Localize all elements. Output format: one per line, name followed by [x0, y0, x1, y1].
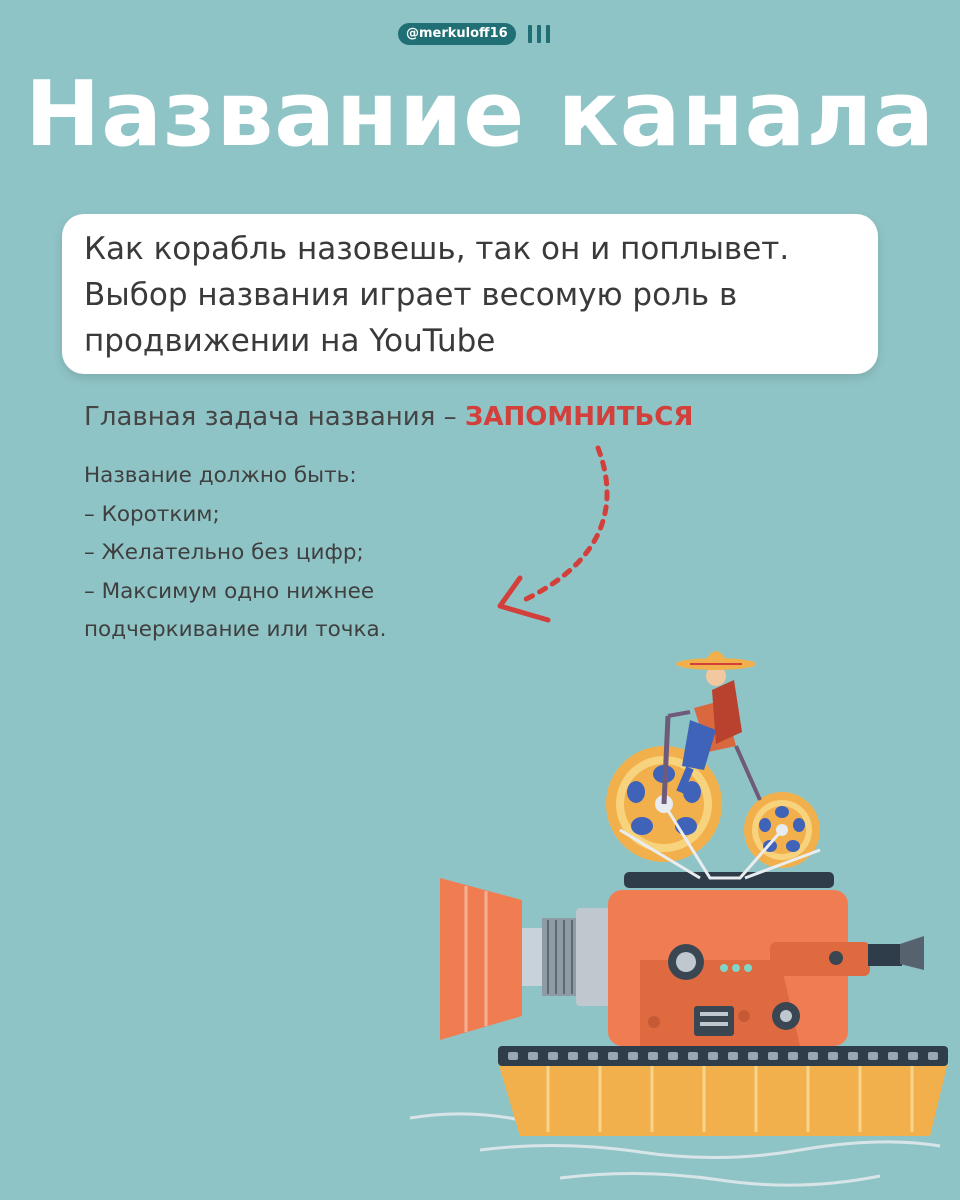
- list-item: – Максимум одно нижнее: [84, 578, 375, 604]
- list-item: – Коротким;: [84, 501, 220, 527]
- film-camera-boat-illustration: [410, 651, 948, 1185]
- main-task-highlight: ЗАПОМНИТЬСЯ: [464, 402, 694, 432]
- page-title: Название канала: [24, 62, 936, 167]
- main-task-label: Главная задача названия –: [84, 402, 465, 432]
- list-item: подчеркивание или точка.: [84, 617, 387, 643]
- list-item: – Желательно без цифр;: [84, 540, 364, 566]
- dotted-arrow-icon: [500, 448, 607, 620]
- intro-line-3: продвижении на YouTube: [84, 323, 496, 359]
- intro-line-1: Как корабль назовешь, так он и поплывет.: [84, 231, 790, 267]
- requirements-heading: Название должно быть:: [84, 463, 357, 488]
- intro-line-2: Выбор названия играет весомую роль в: [84, 277, 738, 313]
- author-handle-badge: @merkuloff16: [398, 23, 516, 45]
